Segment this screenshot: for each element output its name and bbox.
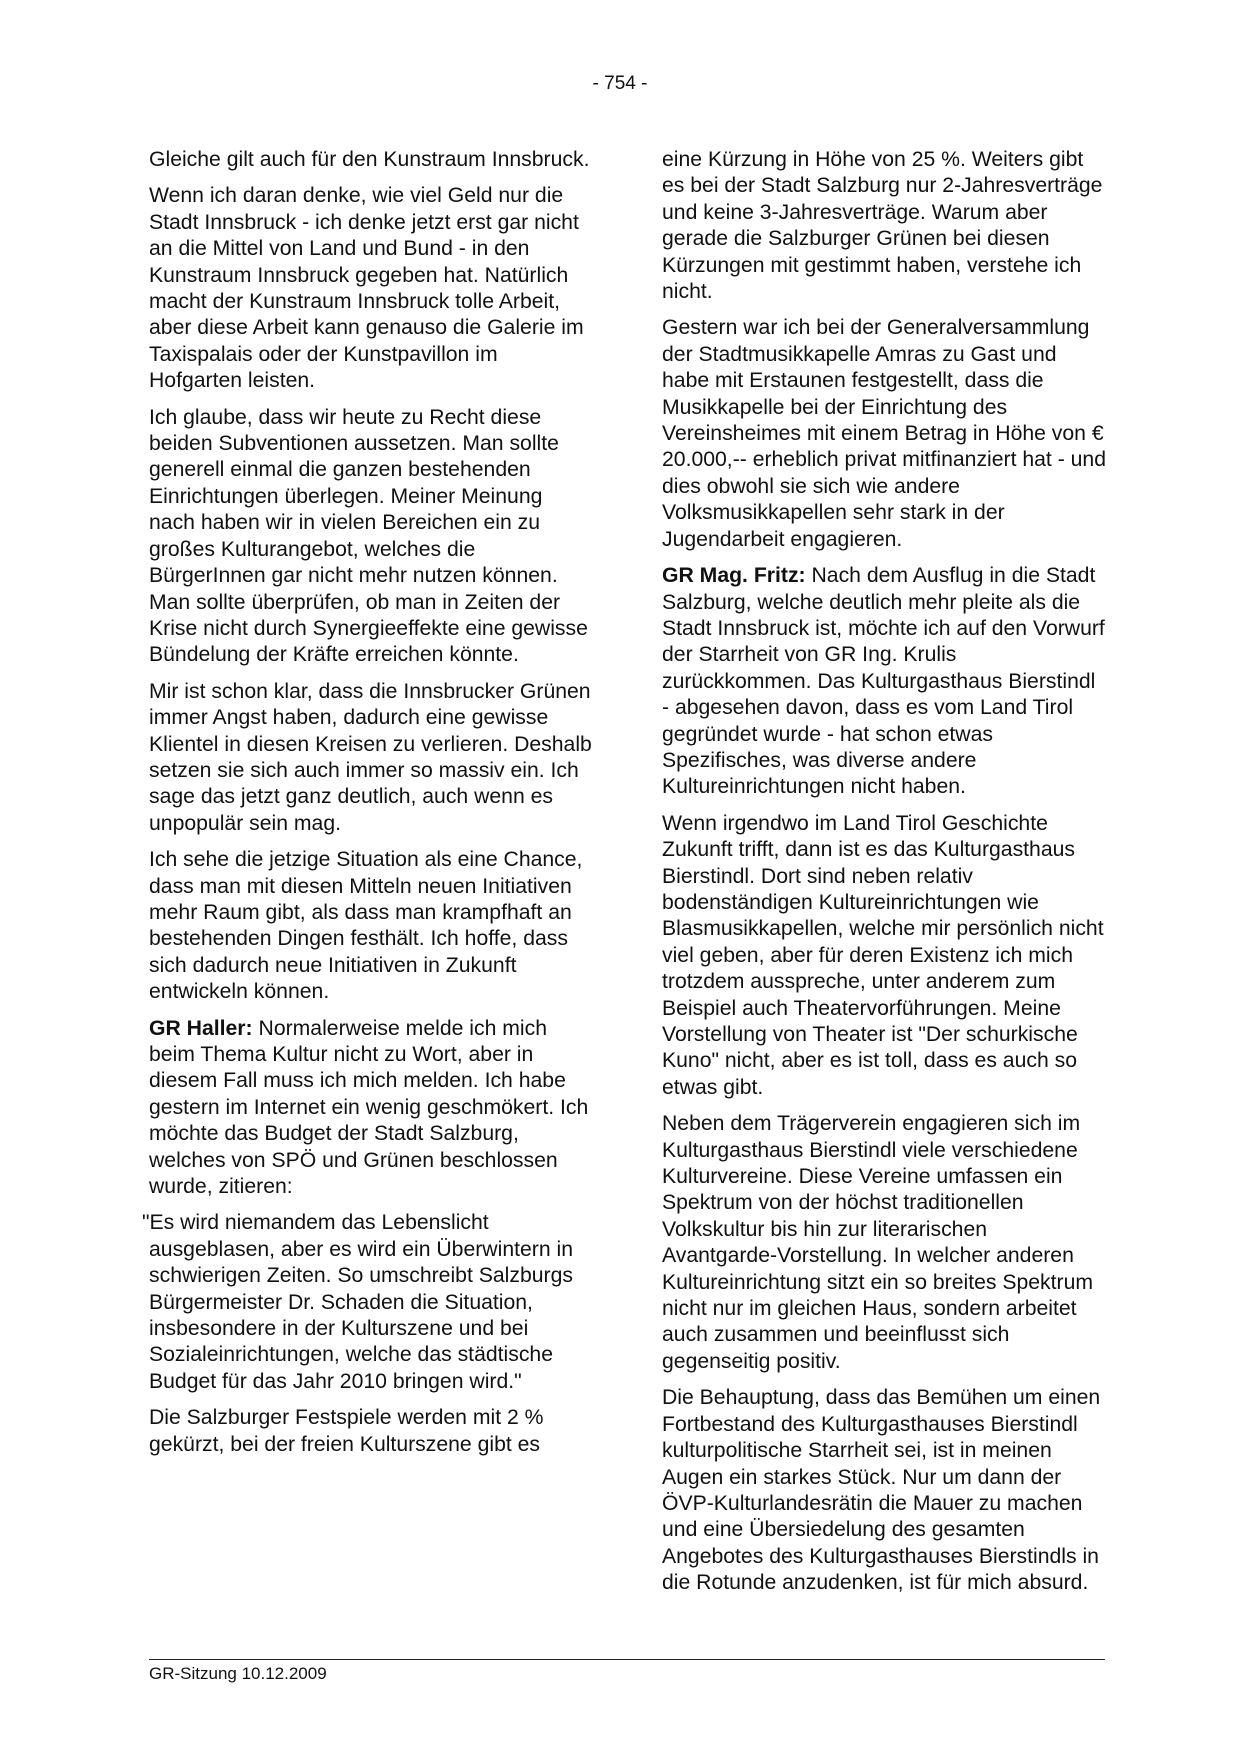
paragraph: Gestern war ich bei der Generalversammlung der Stadtmusikkapelle Amras zu Gast und habe mit Erstaunen festgestellt, dass die Musikkapelle bei der Einrichtung des Vereinsheimes mit einem Betrag in Höhe von € 20.000,-- erheblich privat mitfinanziert hat - und dies obwohl sie sich wie andere Volksmusikkapellen sehr stark in der Jugendarbeit engagieren. [662,316,1106,551]
paragraph: Ich sehe die jetzige Situation als eine Chance, dass man mit diesen Mitteln neuen Initiativen mehr Raum gibt, als dass man krampfhaft an bestehenden Dingen festhält. Ich hoffe, dass sich dadurch neue Initiativen in Zukunft entwickeln können. [149,848,583,1004]
footer-divider [149,1659,1105,1660]
paragraph: Die Salzburger Festspiele werden mit 2 % gekürzt, bei der freien Kulturszene gibt es [149,1406,544,1456]
paragraph: Mir ist schon klar, dass die Innsbrucker Grünen immer Angst haben, dadurch eine gewisse Klientel in diesen Kreisen zu verlieren. Deshalb setzen sie sich auch immer so massiv ein. Ich sage das jetzt ganz deutlich, auch wenn es unpopulär sein mag. [149,679,592,835]
paragraph: Wenn ich daran denke, wie viel Geld nur die Stadt Innsbruck - ich denke jetzt erst gar nicht an die Mittel von Land und Bund - in den Kunstraum Innsbruck gegeben hat. Natürlich macht der Kunstraum Innsbruck tolle Arbeit, aber diese Arbeit kann genauso die Galerie im Taxispalais oder der Kunstpavillon im Hofgarten leisten. [149,184,584,393]
speaker-name: GR Haller: [149,1016,253,1040]
paragraph: Wenn irgendwo im Land Tirol Geschichte Zukunft trifft, dann ist es das Kulturgasthaus Bierstindl. Dort sind neben relativ bodenständigen Kultureinrichtungen wie Blasmusikkapellen, welche mir persönlich nicht viel geben, aber für deren Existenz ich mich trotzdem ausspreche, unter anderem zum Beispiel auch Theatervorführungen. Meine Vorstellung von Theater ist "Der schurkische Kuno" nicht, aber es ist toll, dass es auch so etwas gibt. [662,811,1104,1099]
paragraph: eine Kürzung in Höhe von 25 %. Weiters gibt es bei der Stadt Salzburg nur 2-Jahresverträge und keine 3-Jahresverträge. Warum aber gerade die Salzburger Grünen bei diesen Kürzungen mit gestimmt haben, verstehe ich nicht. [662,148,1103,304]
right-column [662,147,1106,1607]
page-number: - 754 - [592,73,648,94]
speaker-name: GR Mag. Fritz: [662,564,806,588]
speaker-paragraph [662,563,1106,801]
paragraph: Ich glaube, dass wir heute zu Recht diese beiden Subventionen aussetzen. Man sollte generell einmal die ganzen bestehenden Einrichtungen überlegen. Meiner Meinung nach haben wir in vielen Bereichen ein zu großes Kulturangebot, welches die BürgerInnen gar nicht mehr nutzen können. Man sollte überprüfen, ob man in Zeiten der Krise nicht durch Synergieeffekte eine gewisse Bündelung der Kräfte erreichen könnte. [149,405,588,667]
left-column [142,147,593,1468]
footer-session-date: GR-Sitzung 10.12.2009 [149,1664,327,1683]
paragraph: Neben dem Trägerverein engagieren sich im Kulturgasthaus Bierstindl viele verschiedene Kulturvereine. Diese Vereine umfassen ein Spektrum von der höchst traditionellen Volkskultur bis hin zur literarischen Avantgarde-Vorstellung. In welcher anderen Kultureinrichtung sitzt ein so breites Spektrum nicht nur im gleichen Haus, sondern arbeitet auch zusammen und beeinflusst sich gegenseitig positiv. [662,1112,1094,1373]
speaker-text: Normalerweise melde ich mich beim Thema Kultur nicht zu Wort, aber in diesem Fall muss ich mich melden. Ich habe gestern im Internet ein wenig geschmökert. Ich möchte das Budget der Stadt Salzburg, welches von SPÖ und Grünen beschlossen wurde, zitieren: [149,1016,589,1199]
paragraph: Gleiche gilt auch für den Kunstraum Innsbruck. [149,148,590,171]
speaker-paragraph [149,1016,593,1201]
paragraph: Die Behauptung, dass das Bemühen um einen Fortbestand des Kulturgasthauses Bierstindl kulturpolitische Starrheit sei, ist in meinen Augen ein starkes Stück. Nur um dann der ÖVP-Kulturlandesrätin die Mauer zu machen und eine Übersiedelung des gesamten Angebotes des Kulturgasthauses Bierstindls in die Rotunde anzudenken, ist für mich absurd. [662,1386,1101,1595]
quote-paragraph: "Es wird niemandem das Lebenslicht ausgeblasen, aber es wird ein Überwintern in schwierigen Zeiten. So umschreibt Salzburgs Bürgermeister Dr. Schaden die Situation, insbesondere in der Kulturszene und bei Sozialeinrichtungen, welche das städtische Budget für das Jahr 2010 bringen wird." [142,1211,573,1393]
speaker-text: Nach dem Ausflug in die Stadt Salzburg, welche deutlich mehr pleite als die Stadt Innsbruck ist, möchte ich auf den Vorwurf der Starrheit von GR Ing. Krulis zurückkommen. Das Kulturgasthaus Bierstindl - abgesehen davon, dass es vom Land Tirol gegründet wurde - hat schon etwas Spezifisches, was diverse andere Kultureinrichtungen nicht haben. [662,564,1105,799]
